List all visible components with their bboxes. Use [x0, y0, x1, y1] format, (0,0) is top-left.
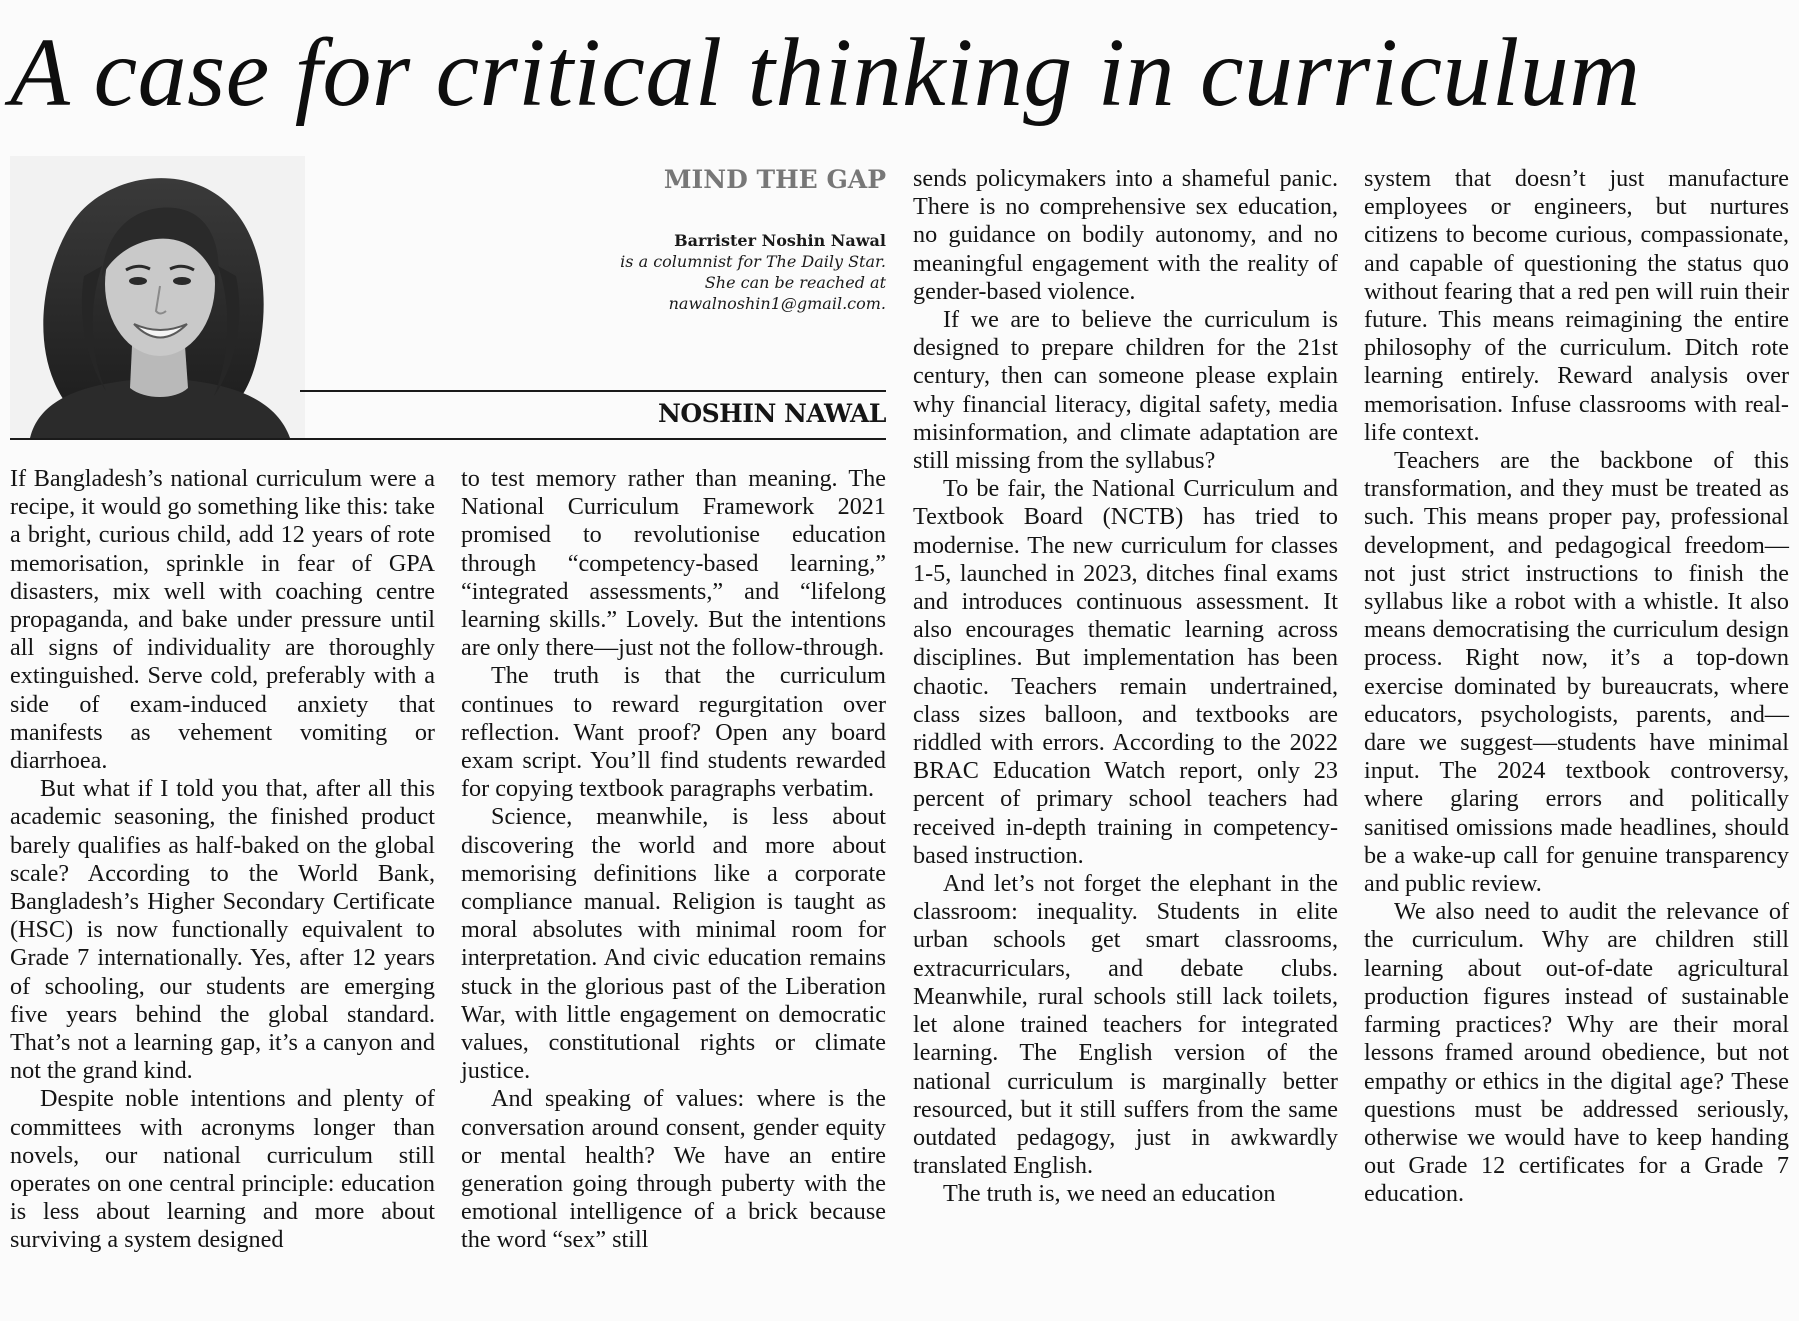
paragraph: system that doesn’t just manufacture employees or engineers, but nurtures citizens to become curious, compassionate, and capable of questioning the status quo without fearing that a red pen will ruin their future. This means reimagining the entire philosophy of the curriculum. Ditch rote learning entirely. Reward analysis over memorisation. Infuse classrooms with real-life context. [1364, 165, 1789, 446]
article-column-3 [913, 165, 1338, 1209]
article-column-2 [461, 465, 886, 1255]
headline: A case for critical thinking in curriculum [10, 19, 1641, 127]
author-portrait-image [10, 156, 305, 438]
bio-name: Barrister Noshin Nawal [674, 231, 886, 250]
paragraph: If Bangladesh’s national curriculum were a recipe, it would go something like this: take a bright, curious child, add 12 years of rote memorisation, sprinkle in fear of GPA disasters, mix well with coaching centre propaganda, and bake under pressure until all signs of individuality are thoroughly extinguished. Serve cold, preferably with a side of exam-induced anxiety that manifests as vehement vomiting or diarrhoea. [10, 465, 435, 775]
header-base-rule [10, 438, 886, 440]
paragraph: The truth is, we need an education [943, 1180, 1276, 1208]
paragraph: sends policymakers into a shameful panic. There is no comprehensive sex education, no guidance on bodily autonomy, and no meaningful engagement with the reality of gender-based violence. [913, 165, 1338, 305]
byline: NOSHIN NAWAL [657, 399, 886, 428]
paragraph: To be fair, the National Curriculum and Textbook Board (NCTB) has tried to modernise. The new curriculum for classes 1-5, launched in 2023, ditches final exams and introduces continuous assessment. It also encourages thematic learning across disciplines. But implementation has been chaotic. Teachers remain undertrained, class sizes balloon, and textbooks are riddled with errors. According to the 2022 BRAC Education Watch report, only 23 percent of primary school teachers had received in-depth training in competency-based instruction. [913, 475, 1338, 869]
author-bio [586, 230, 886, 314]
paragraph: And speaking of values: where is the conversation around consent, gender equity or mental health? We have an entire generation going through puberty with the emotional intelligence of a brick because the word “sex” still [461, 1085, 886, 1254]
paragraph: to test memory rather than meaning. The National Curriculum Framework 2021 promised to revolutionise education through “competency-based learning,” “integrated assessments,” and “lifelong learning skills.” Lovely. But the intentions are only there—just not the follow-through. [461, 465, 886, 662]
paragraph: And let’s not forget the elephant in the classroom: inequality. Students in elite urban schools get smart classrooms, extracurriculars, and debate clubs. Meanwhile, rural schools still lack toilets, let alone trained teachers for integrated learning. The English version of the national curriculum is marginally better resourced, but it still suffers from the same outdated pedagogy, just in awkwardly translated English. [913, 870, 1338, 1180]
author-photo [10, 156, 305, 438]
paragraph: Teachers are the backbone of this transformation, and they must be treated as such. This means proper pay, professional development, and pedagogical freedom—not just strict instructions to finish the syllabus like a robot with a whistle. It also means democratising the curriculum design process. Right now, it’s a top-down exercise dominated by bureaucrats, where educators, psychologists, parents, and—dare we suggest—students have minimal input. The 2024 textbook controversy, where glaring errors and politically sanitised omissions made headlines, should be a wake-up call for genuine transparency and public review. [1364, 447, 1789, 898]
article-column-4 [1364, 165, 1789, 1209]
bio-text: is a columnist for The Daily Star. She can be reached at nawalnoshin1@gmail.com. [620, 252, 886, 313]
article-column-1 [10, 465, 435, 1255]
paragraph: If we are to believe the curriculum is designed to prepare children for the 21st century, then can someone please explain why financial literacy, digital safety, media misinformation, and climate adaptation are still missing from the syllabus? [913, 306, 1338, 475]
paragraph: Despite noble intentions and plenty of committees with acronyms longer than novels, our national curriculum still operates on one central principle: education is less about learning and more about surviving a system designed [10, 1085, 435, 1254]
paragraph: We also need to audit the relevance of the curriculum. Why are children still learning about out-of-date agricultural production figures instead of sustainable farming practices? Why are their moral lessons framed around obedience, but not empathy or ethics in the digital age? These questions must be addressed seriously, otherwise we would have to keep handing out Grade 12 certificates for a Grade 7 education. [1364, 898, 1789, 1208]
header-rule [300, 390, 886, 392]
paragraph: The truth is that the curriculum continues to reward regurgitation over reflection. Want proof? Open any board exam script. You’ll find students rewarded for copying textbook paragraphs verbatim. [461, 662, 886, 803]
paragraph: Science, meanwhile, is less about discovering the world and more about memorising definitions like a corporate compliance manual. Religion is taught as moral absolutes with minimal room for interpretation. And civic education remains stuck in the glorious past of the Liberation War, with little engagement on democratic values, constitutional rights or climate justice. [461, 803, 886, 1085]
paragraph: But what if I told you that, after all this academic seasoning, the finished product barely qualifies as half-baked on the global scale? According to the World Bank, Bangladesh’s Higher Secondary Certificate (HSC) is now functionally equivalent to Grade 7 internationally. Yes, after 12 years of schooling, our students are emerging five years behind the global standard. That’s not a learning gap, it’s a canyon and not the grand kind. [10, 775, 435, 1085]
column-name: MIND THE GAP [663, 165, 886, 194]
